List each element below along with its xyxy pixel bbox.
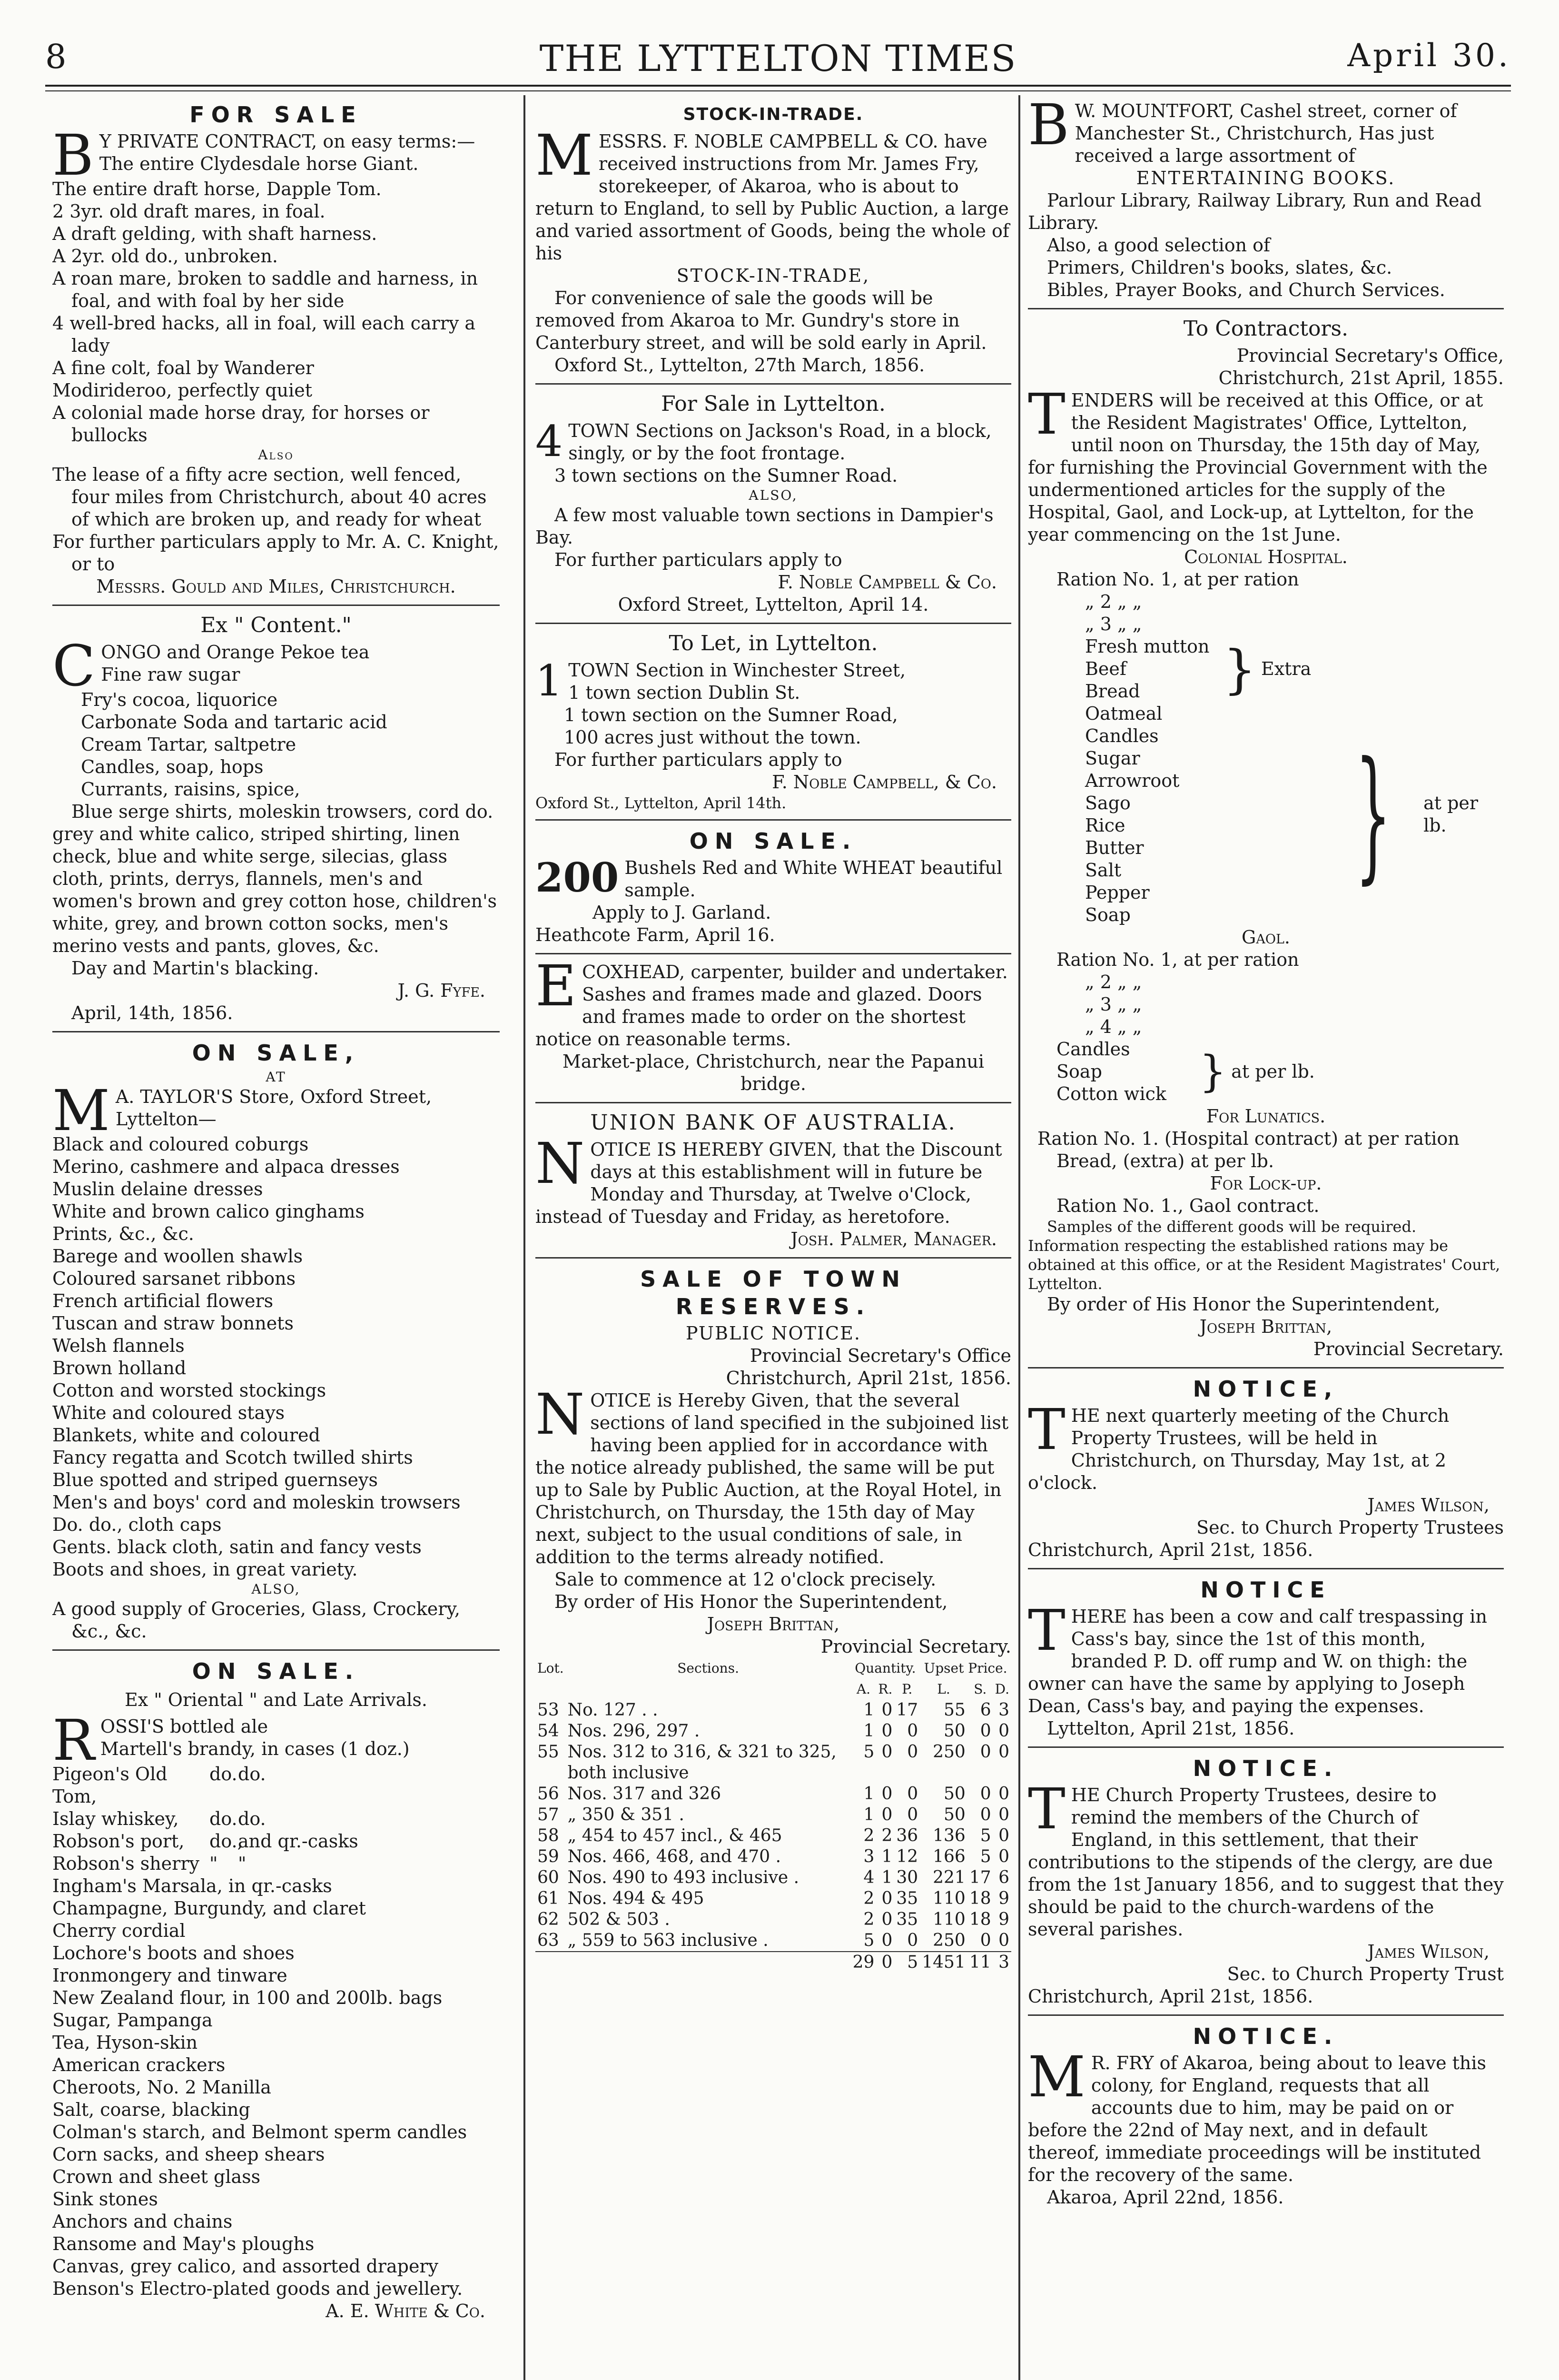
table-row: 63 „ 559 to 563 inclusive . 5 0 0 250 0 0 <box>537 1931 1009 1950</box>
list-item: Ingham's Marsala, in qr.-casks <box>52 1875 332 1896</box>
list-item: 1 town section on the Sumner Road, <box>564 704 898 725</box>
ad-signature: James Wilson, <box>1367 1941 1490 1962</box>
ad-body: Samples of the different goods will be required. Information respecting the established rations may be obtained at this office, or at the Resident Magistrates' Court, Lyttelton. <box>1028 1218 1500 1293</box>
list-item: Carbonate Soda and tartaric acid <box>81 712 387 733</box>
ad-notice-church-meeting <box>1028 1375 1504 1569</box>
ad-heading: To Contractors. <box>1183 317 1349 341</box>
list-item: A good supply of Groceries, Glass, Crockery, &c., &c. <box>52 1598 460 1642</box>
also-label: ALSO, <box>749 487 798 503</box>
list-item: Soap <box>1085 904 1131 925</box>
ad-body: W. MOUNTFORT, Cashel street, corner of Manchester St., Christchurch, Has just received a large assortment of <box>1075 100 1457 166</box>
ad-signature: F. Noble Campbell & Co. <box>778 572 997 593</box>
list-item: Cotton wick <box>1056 1083 1166 1104</box>
table-subheader: R. <box>878 1681 893 1697</box>
brace-icon: } <box>1355 731 1391 897</box>
list-item: Soap <box>1056 1061 1102 1082</box>
ad-signature: J. G. Fyfe. <box>397 980 485 1001</box>
list-item: Blue spotted and striped guernseys <box>52 1469 378 1490</box>
drop-cap: M <box>1028 2044 1085 2110</box>
list-item: Robson's port, do., and qr.-casks <box>52 1831 358 1852</box>
ad-ex-content <box>52 613 500 1032</box>
ad-sale-town-reserves <box>535 1265 1011 1980</box>
drop-cap: B <box>52 122 94 188</box>
drop-cap: R <box>52 1707 95 1773</box>
list-item: A 2yr. old do., unbroken. <box>52 246 278 267</box>
ad-signature: Joseph Brittan, <box>707 1614 840 1635</box>
list-item: Butter <box>1085 837 1144 858</box>
list-item: Muslin delaine dresses <box>52 1179 263 1200</box>
list-item: 3 town sections on the Sumner Road. <box>554 465 898 486</box>
table-subheader: L. <box>937 1681 950 1697</box>
masthead-rule <box>45 85 1511 87</box>
ration-line: Ration No. 1, at per ration <box>1056 569 1299 590</box>
ad-heading: SALE OF TOWN RESERVES. <box>640 1266 907 1319</box>
ration-line: „ 2 „ „ <box>1085 972 1142 992</box>
list-item: A colonial made horse dray, for horses or bullocks <box>52 402 430 446</box>
drop-cap: 200 <box>535 854 619 901</box>
ad-body: For convenience of sale the goods will be removed from Akaroa to Mr. Gundry's store in Canterbury street, and will be sold early in April. <box>535 288 987 353</box>
list-item: Pepper <box>1085 882 1150 903</box>
ad-date: Christchurch, April 21st, 1856. <box>1028 1539 1313 1560</box>
list-item: Cheroots, No. 2 Manilla <box>52 2077 271 2098</box>
ad-date: Christchurch, 21st April, 1855. <box>1218 367 1504 388</box>
ad-body: HERE has been a cow and calf trespassing in Cass's bay, since the 1st of this month, branded P. D. off rump and W. on thigh: the owner can have the same by applying to Joseph Dean, Cass's bay, and paying the expenses. <box>1028 1606 1487 1716</box>
ad-date: Christchurch, April 21st, 1856. <box>1028 1986 1313 2007</box>
table-subheader: P. <box>902 1681 913 1697</box>
ad-subheading: PUBLIC NOTICE. <box>686 1323 861 1344</box>
column-rule-2 <box>1018 95 1020 2380</box>
ad-stock-in-trade <box>535 101 1011 385</box>
table-row: 55 Nos. 312 to 316, & 321 to 325, both inclusive 5 0 0 250 0 0 <box>537 1742 1009 1783</box>
ad-notice-church-trustees <box>1028 1755 1504 2016</box>
ad-body: OTICE IS HEREBY GIVEN, that the Discount days at this establishment will in future be Monday and Thursday, at Twelve o'Clock, instead of Tuesday and Friday, as heretofore. <box>535 1139 1002 1227</box>
ad-heading: ON SALE. <box>192 1658 360 1684</box>
ad-date: April, 14th, 1856. <box>71 1002 233 1023</box>
ad-body: OTICE is Hereby Given, that the several sections of land specified in the subjoined list having been applied for in accordance with the notice already published, the same will be put up to Sale by Public Auction, at the Royal Hotel, in Christchurch, on Thursday, the 15th day of May next, subject to the usual conditions of sale, in addition to the terms already notified. <box>535 1390 1009 1567</box>
list-item: Crown and sheet glass <box>52 2166 261 2187</box>
ad-subheading: Ex " Oriental " and Late Arrivals. <box>125 1689 427 1710</box>
ad-heading: NOTICE <box>1200 1577 1332 1603</box>
list-item: Benson's Electro-plated goods and jewellery. <box>52 2278 463 2299</box>
ad-heading: For Sale in Lyttelton. <box>661 392 886 416</box>
list-item: Martell's brandy, in cases (1 doz.) <box>100 1738 410 1759</box>
ad-body: ESSRS. F. NOBLE CAMPBELL & CO. have received instructions from Mr. James Fry, storekeeper, of Akaroa, who is about to return to England, to sell by Public Auction, a large and varied assortment of Goods, being the whole of his <box>535 131 1009 264</box>
order-line: By order of His Honor the Superintendent, <box>1047 1294 1441 1315</box>
drop-cap: T <box>1028 381 1066 447</box>
ad-heading: Ex " Content." <box>200 613 352 637</box>
list-item: Cream Tartar, saltpetre <box>81 734 296 755</box>
apply-text: For further particulars apply to Mr. A. C. Knight, or to <box>52 531 499 575</box>
ad-signature: Joseph Brittan, <box>1199 1316 1332 1337</box>
list-item: Cotton and worsted stockings <box>52 1380 326 1401</box>
list-item: Colman's starch, and Belmont sperm candles <box>52 2122 467 2142</box>
drop-cap: T <box>1028 1776 1066 1842</box>
list-item: 1 town section Dublin St. <box>568 682 800 703</box>
ad-union-bank <box>535 1110 1011 1259</box>
list-item: 2 3yr. old draft mares, in foal. <box>52 201 326 222</box>
list-item: Coloured sarsanet ribbons <box>52 1268 296 1289</box>
ad-body: ENDERS will be received at this Office, or at the Resident Magistrates' Office, Lyttelton, until noon on Thursday, the 15th day of May, for furnishing the Provincial Government with the undermentioned articles for the supply of the Hospital, Gaol, and Lock-up, at Lyttelton, for the year commencing on the 1st June. <box>1028 390 1488 545</box>
list-item: Fine raw sugar <box>101 664 240 685</box>
group-label: at per lb. <box>1231 1061 1315 1082</box>
ad-for-sale-lyttelton <box>535 391 1011 624</box>
ad-notice-fry <box>1028 2023 1504 2215</box>
table-row: 58 „ 454 to 457 incl., & 465 2 2 36 136 5 0 <box>537 1826 1009 1845</box>
ad-signature-title: Sec. to Church Property Trust <box>1227 1964 1504 1984</box>
ad-to-let <box>535 631 1011 821</box>
list-item: 4 well-bred hacks, all in foal, will each carry a lady <box>52 313 476 356</box>
ad-date: Oxford Street, Lyttelton, April 14. <box>618 594 929 615</box>
drop-cap: E <box>535 953 577 1019</box>
apply-text: For further particulars apply to <box>554 549 842 570</box>
ad-address: Market-place, Christchurch, near the Papanui bridge. <box>562 1051 985 1094</box>
issue-date: April 30. <box>1347 37 1511 74</box>
ad-body: HE next quarterly meeting of the Church Property Trustees, will be held in Christchurch, on Thursday, May 1st, at 2 o'clock. <box>1028 1405 1450 1493</box>
ad-heading: FOR SALE <box>189 102 363 128</box>
ad-heading: ON SALE, <box>192 1040 360 1066</box>
order-line: By order of His Honor the Superintendent, <box>554 1591 948 1612</box>
drop-cap: T <box>1028 1597 1066 1663</box>
list-item: Tuscan and straw bonnets <box>52 1313 294 1334</box>
list-item: Sugar <box>1085 748 1140 769</box>
list-item: Bread <box>1085 681 1140 702</box>
ration-line: „ 3 „ „ <box>1085 614 1142 635</box>
masthead <box>45 37 1511 81</box>
list-item: The entire draft horse, Dapple Tom. <box>52 178 382 199</box>
table-subheader: A. <box>856 1681 871 1697</box>
list-item: Champagne, Burgundy, and claret <box>52 1898 366 1919</box>
list-item: A roan mare, broken to saddle and harness, in foal, and with foal by her side <box>52 268 478 311</box>
list-item: New Zealand flour, in 100 and 200lb. bags <box>52 1987 443 2008</box>
list-item: Candles <box>1085 725 1159 746</box>
ad-heading: NOTICE, <box>1193 1376 1339 1402</box>
table-row: 62 502 & 503 . 2 0 35 110 18 9 <box>537 1910 1009 1929</box>
list-item: A fine colt, foal by Wanderer <box>52 357 314 378</box>
brace-icon: } <box>1223 638 1256 700</box>
list-item: Ransome and May's ploughs <box>52 2233 315 2254</box>
ad-intro: ONGO and Orange Pekoe tea <box>101 642 370 663</box>
at-label: AT <box>266 1069 286 1085</box>
ad-heading: NOTICE. <box>1193 1755 1339 1781</box>
ad-signature: A. E. White & Co. <box>326 2301 485 2321</box>
newspaper-title: THE LYTTELTON TIMES <box>539 37 1017 79</box>
ad-signature: F. Noble Campbell, & Co. <box>772 772 997 793</box>
masthead-rule-thin <box>45 90 1511 91</box>
column-1 <box>52 100 500 2380</box>
apply-text: Apply to J. Garland. <box>592 902 771 923</box>
table-header: Upset Price. <box>924 1660 1007 1676</box>
drop-cap: 4 <box>535 416 563 466</box>
list-item: Gents. black cloth, satin and fancy vests <box>52 1537 422 1557</box>
list-item: Fry's cocoa, liquorice <box>81 689 278 710</box>
ad-signature-title: Provincial Secretary. <box>1313 1339 1504 1359</box>
also-label: ALSO, <box>251 1581 301 1597</box>
list-item: 100 acres just without the town. <box>564 727 861 748</box>
ad-signature: Messrs. Gould and Miles, Christchurch. <box>96 576 456 597</box>
table-row: 61 Nos. 494 & 495 2 0 35 110 18 9 <box>537 1889 1009 1908</box>
ad-heading: NOTICE. <box>1193 2023 1339 2049</box>
ad-taylor-on-sale <box>52 1039 500 1651</box>
ration-line: Ration No. 1. (Hospital contract) at per ration <box>1037 1128 1460 1149</box>
list-item: Sago <box>1085 793 1131 813</box>
list-item: Islay whiskey, do. do. <box>52 1808 266 1829</box>
list-item: Prints, &c., &c. <box>52 1223 194 1244</box>
lease-text: The lease of a fifty acre section, well fenced, four miles from Christchurch, about 40 acres of which are broken up, and ready for wheat <box>52 464 487 530</box>
ad-date: Akaroa, April 22nd, 1856. <box>1047 2187 1284 2208</box>
ad-date: Lyttelton, April 21st, 1856. <box>1047 1718 1295 1739</box>
drop-cap: B <box>1028 100 1069 158</box>
group-label: at per lb. <box>1423 793 1479 836</box>
ad-body: COXHEAD, carpenter, builder and undertaker. Sashes and frames made and glazed. Doors and frames made to order on the shortest notice on reasonable terms. <box>535 962 1008 1050</box>
ad-heading: To Let, in Lyttelton. <box>669 631 878 655</box>
column-3 <box>1028 100 1504 2380</box>
drop-cap: 1 <box>535 656 563 706</box>
list-item: Lochore's boots and shoes <box>52 1943 295 1964</box>
ad-coxhead <box>535 953 1011 1103</box>
table-header: Quantity. <box>855 1660 916 1676</box>
list-item: Modirideroo, perfectly quiet <box>52 380 312 401</box>
table-total-row: 29 0 5 1451 11 3 <box>535 1952 1011 1973</box>
list-item: Bibles, Prayer Books, and Church Services. <box>1047 279 1445 300</box>
list-item: White and brown calico ginghams <box>52 1201 365 1222</box>
ad-date: Christchurch, April 21st, 1856. <box>726 1368 1011 1388</box>
table-row: 54 Nos. 296, 297 . 1 0 0 50 0 0 <box>537 1721 1009 1741</box>
apply-text: For further particulars apply to <box>554 749 842 770</box>
ad-signature-title: Sec. to Church Property Trustees <box>1196 1517 1504 1538</box>
drop-cap: N <box>535 1381 585 1447</box>
list-item: Brown holland <box>52 1358 187 1378</box>
list-item: American crackers <box>52 2054 226 2075</box>
ad-to-contractors <box>1028 316 1504 1368</box>
ad-heading: ON SALE. <box>689 828 858 854</box>
list-item: Canvas, grey calico, and assorted drapery <box>52 2256 439 2277</box>
gaol-group <box>1028 1038 1504 1105</box>
list-item: Anchors and chains <box>52 2211 233 2232</box>
list-item: Beef <box>1085 658 1126 679</box>
ad-center-text: STOCK-IN-TRADE, <box>676 265 870 286</box>
drop-cap: T <box>1028 1397 1066 1462</box>
ad-date: Heathcote Farm, April 16. <box>535 924 775 945</box>
ad-intro: TOWN Section in Winchester Street, <box>568 660 906 681</box>
table-row: 60 Nos. 490 to 493 inclusive . 4 1 30 221 17 6 <box>537 1868 1009 1887</box>
ad-intro: TOWN Sections on Jackson's Road, in a block, singly, or by the foot frontage. <box>568 420 992 464</box>
list-item: Rice <box>1085 815 1125 836</box>
ration-line: Ration No. 1., Gaol contract. <box>1056 1195 1320 1216</box>
drop-cap: N <box>535 1130 585 1196</box>
table-subheader: D. <box>995 1681 1009 1697</box>
ad-heading: STOCK-IN-TRADE. <box>683 105 864 124</box>
list-item: A draft gelding, with shaft harness. <box>52 223 377 244</box>
ad-intro: Y PRIVATE CONTRACT, on easy terms:—The entire Clydesdale horse Giant. <box>99 131 475 174</box>
list-item: Primers, Children's books, slates, &c. <box>1047 257 1392 278</box>
office-line: Provincial Secretary's Office <box>750 1345 1011 1366</box>
list-item: Men's and boys' cord and moleskin trowsers <box>52 1492 461 1513</box>
list-item: Do. do., cloth caps <box>52 1514 222 1535</box>
column-rule-1 <box>523 95 525 2380</box>
list-item: Sugar, Pampanga <box>52 2010 213 2031</box>
list-item: Tea, Hyson-skin <box>52 2032 198 2053</box>
office-line: Provincial Secretary's Office, <box>1236 345 1504 366</box>
also-label: Also <box>258 447 294 463</box>
section-label: For Lunatics. <box>1206 1106 1326 1127</box>
ad-signature: James Wilson, <box>1367 1495 1490 1516</box>
list-item: Corn sacks, and sheep shears <box>52 2144 325 2165</box>
section-label: Colonial Hospital. <box>1184 546 1348 567</box>
list-item: Oatmeal <box>1085 703 1163 724</box>
list-item: Salt, coarse, blacking <box>52 2099 250 2120</box>
page-number: 8 <box>45 37 67 76</box>
sale-time: Sale to commence at 12 o'clock precisely. <box>554 1569 937 1590</box>
table-header: Sections. <box>677 1660 739 1676</box>
ad-signature-title: Provincial Secretary. <box>820 1636 1011 1657</box>
ad-center-text: ENTERTAINING BOOKS. <box>1136 168 1396 188</box>
ad-signature: Josh. Palmer, Manager. <box>790 1229 997 1250</box>
ad-heading: UNION BANK OF AUSTRALIA. <box>590 1111 957 1135</box>
ad-body: A few most valuable town sections in Dampier's Bay. <box>535 505 994 548</box>
ration-line: „ 2 „ „ <box>1085 591 1142 612</box>
list-item: Boots and shoes, in great variety. <box>52 1559 358 1580</box>
list-item: Welsh flannels <box>52 1335 185 1356</box>
list-item: Also, a good selection of <box>1047 235 1271 256</box>
reserves-table <box>535 1658 1011 1973</box>
ad-body: Parlour Library, Railway Library, Run and Read Library. <box>1028 190 1482 233</box>
ad-date: Oxford St., Lyttelton, April 14th. <box>535 794 787 812</box>
group-label: Extra <box>1261 658 1312 679</box>
ad-wheat <box>535 827 1011 954</box>
list-item: Fresh mutton <box>1085 636 1210 657</box>
list-item: Currants, raisins, spice, <box>81 779 300 800</box>
table-row: 53 No. 127 . . 1 0 17 55 6 3 <box>537 1700 1009 1720</box>
ration-line: „ 4 „ „ <box>1085 1016 1142 1037</box>
list-item: Salt <box>1085 860 1122 881</box>
list-item: Robson's sherry " " <box>52 1853 247 1874</box>
ad-notice-trespass <box>1028 1576 1504 1748</box>
ad-intro: OSSI'S bottled ale <box>100 1716 268 1737</box>
list-item: Day and Martin's blacking. <box>71 958 319 979</box>
table-row: 57 „ 350 & 351 . 1 0 0 50 0 0 <box>537 1805 1009 1825</box>
ad-date: Oxford St., Lyttelton, 27th March, 1856. <box>554 355 925 376</box>
list-item: French artificial flowers <box>52 1290 274 1311</box>
drop-cap: M <box>52 1078 110 1143</box>
ad-for-sale-horses <box>52 101 500 606</box>
table-header: Lot. <box>537 1660 564 1676</box>
drop-cap: C <box>52 633 96 699</box>
ad-intro: Bushels Red and White WHEAT beautiful sample. <box>624 857 1003 901</box>
list-item: Arrowroot <box>1085 770 1180 791</box>
list-item: Black and coloured coburgs <box>52 1134 309 1155</box>
column-2 <box>535 100 1011 2380</box>
table-row: 56 Nos. 317 and 326 1 0 0 50 0 0 <box>537 1784 1009 1804</box>
ad-body: R. FRY of Akaroa, being about to leave this colony, for England, requests that all accounts due to him, may be paid on or before the 22nd of May next, and in default thereof, immediate proceedings will be instituted for the recovery of the same. <box>1028 2053 1487 2185</box>
section-label: Gaol. <box>1242 927 1290 948</box>
section-label: For Lock-up. <box>1210 1173 1322 1194</box>
table-subheader: S. <box>974 1681 987 1697</box>
ad-mountfort-books <box>1028 100 1504 309</box>
list-item: Cherry cordial <box>52 1920 186 1941</box>
list-item: White and coloured stays <box>52 1402 285 1423</box>
table-row: 59 Nos. 466, 468, and 470 . 3 1 12 166 5 0 <box>537 1847 1009 1866</box>
ration-line: „ 3 „ „ <box>1085 994 1142 1015</box>
ad-intro: A. TAYLOR'S Store, Oxford Street, Lyttelton— <box>115 1086 432 1130</box>
ad-oriental-on-sale <box>52 1657 500 2329</box>
list-item: Barege and woollen shawls <box>52 1246 303 1267</box>
ad-body: Blue serge shirts, moleskin trowsers, cord do. grey and white calico, striped shirting, linen check, blue and white serge, silecias, glass cloth, prints, derrys, flannels, men's and women's brown and grey cotton hose, children's white, grey, and brown cotton socks, men's merino vests and pants, gloves, &c. <box>52 801 497 956</box>
drop-cap: M <box>535 122 593 188</box>
list-item: Blankets, white and coloured <box>52 1425 320 1446</box>
list-item: Fancy regatta and Scotch twilled shirts <box>52 1447 413 1468</box>
ad-body: HE Church Property Trustees, desire to remind the members of the Church of England, in this settlement, that their contributions to the stipends of the clergy, are due from the 1st January 1856, and to suggest that they should be paid to the church-wardens of the several parishes. <box>1028 1785 1504 1940</box>
brace-icon: } <box>1199 1046 1227 1097</box>
list-item: Candles <box>1056 1039 1130 1060</box>
list-item: Pigeon's Old Tom, do. do. <box>52 1764 266 1807</box>
ration-line: Bread, (extra) at per lb. <box>1056 1150 1274 1171</box>
list-item: Candles, soap, hops <box>81 756 264 777</box>
list-item: Sink stones <box>52 2189 158 2210</box>
list-item: Ironmongery and tinware <box>52 1965 287 1986</box>
per-lb-group <box>1028 703 1504 926</box>
list-item: Merino, cashmere and alpaca dresses <box>52 1156 400 1177</box>
extra-group <box>1028 635 1504 703</box>
ration-line: Ration No. 1, at per ration <box>1056 949 1299 970</box>
